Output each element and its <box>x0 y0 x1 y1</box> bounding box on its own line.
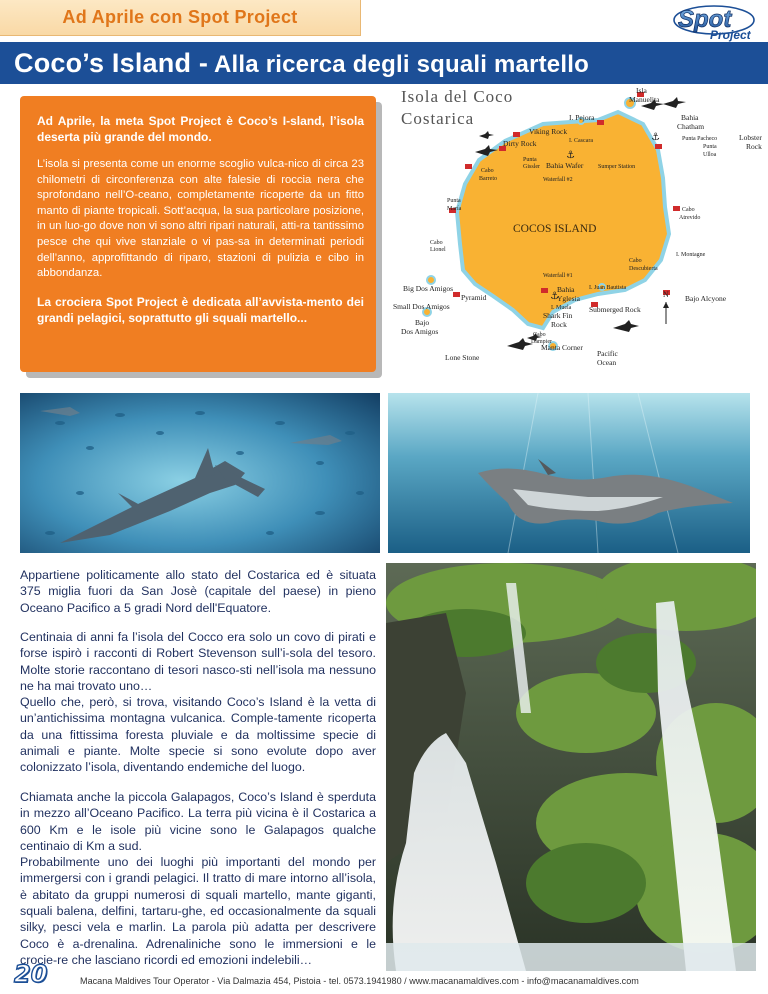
intro-lead: Ad Aprile, la meta Spot Project è Coco’s I-sland, l’isola deserta più grande del mondo. <box>37 114 364 144</box>
svg-text:Small Dos Amigos: Small Dos Amigos <box>393 302 450 311</box>
svg-text:⚓: ⚓ <box>651 132 660 143</box>
svg-text:Dirty Rock: Dirty Rock <box>503 139 537 148</box>
svg-text:Cabo: Cabo <box>533 332 546 338</box>
svg-text:Ulloa: Ulloa <box>703 152 717 158</box>
page-number: 20 <box>14 960 48 988</box>
manta-ray-photo <box>388 393 750 553</box>
section-tab <box>0 0 361 36</box>
svg-text:Submerged Rock: Submerged Rock <box>589 305 641 314</box>
paragraph-history-b: Quello che, però, si trova, visitando Coco’s Island è la vetta di un’antichissima montagna vulcanica. Comple-tamente ricoperta da una fittissima foresta pluviale e da moltissime specie di animali e piante. Molte specie si sono evolute dopo aver colonizzato l’isola, diventando endemiche del luogo. <box>20 695 376 775</box>
svg-text:Spot: Spot <box>678 6 732 33</box>
svg-text:Bajo: Bajo <box>415 318 430 327</box>
svg-text:Lionel: Lionel <box>430 247 446 253</box>
svg-text:Cabo: Cabo <box>682 207 695 213</box>
svg-text:Manta Corner: Manta Corner <box>541 343 583 352</box>
svg-text:Viking Rock: Viking Rock <box>529 127 568 136</box>
svg-text:Chatham: Chatham <box>677 122 705 131</box>
svg-text:Dampier: Dampier <box>531 339 552 345</box>
page-title <box>14 48 589 79</box>
svg-text:Gissler: Gissler <box>523 164 540 170</box>
paragraph-location: Appartiene politicamente allo stato del Costarica ed è situata 375 miglia fuori da San Josè (capitale del paese) in pieno Oceano Pacifico a 5 gradi Nord dell'Equatore. <box>20 568 376 615</box>
section-tab-label: Ad Aprile con Spot Project <box>62 7 298 27</box>
svg-text:Ocean: Ocean <box>597 358 617 367</box>
svg-text:Shark Fin: Shark Fin <box>543 311 573 320</box>
title-bar <box>0 42 768 84</box>
spot-project-logo <box>664 2 764 42</box>
svg-text:Punta: Punta <box>447 198 461 204</box>
svg-text:Lone Stone: Lone Stone <box>445 353 480 362</box>
svg-text:Lobster: Lobster <box>739 133 762 142</box>
island-name: COCOS ISLAND <box>513 223 597 235</box>
svg-text:I. Cascara: I. Cascara <box>569 138 593 144</box>
svg-text:Waterfall #2: Waterfall #2 <box>543 177 573 183</box>
svg-text:Bahia Wafer: Bahia Wafer <box>546 161 584 170</box>
svg-text:⚓: ⚓ <box>566 150 575 161</box>
svg-text:Sumper Station: Sumper Station <box>598 164 636 170</box>
svg-text:Rock: Rock <box>551 320 567 329</box>
svg-text:Pacific: Pacific <box>597 349 618 358</box>
svg-text:Bahia: Bahia <box>557 285 575 294</box>
svg-text:Waterfall #1: Waterfall #1 <box>543 273 573 279</box>
svg-text:I. Muela: I. Muela <box>551 305 572 311</box>
svg-text:Cabo: Cabo <box>430 240 443 246</box>
svg-text:I. Juan Bautista: I. Juan Bautista <box>589 285 627 291</box>
svg-text:⚓: ⚓ <box>550 291 559 302</box>
svg-text:Cabo: Cabo <box>629 258 642 264</box>
intro-body: L’isola si presenta come un enorme scoglio vulca-nico di circa 23 chilometri di circonferenza con alte falesie di roccia nera che sprofondano nell’O-ceano, completamente ricoperte da un fitto manto di piante tropicali. Sott’acqua, la sua particolare posizione, in un luo-go dove non vi sono altri ripari naturali, atti-ra tantissimo pesce che qui vive stanziale o vi pas-sa in determinati periodi dell’anno, approfittando di riparo, stazioni di pulizia e cibo in abbondanza. <box>37 158 364 280</box>
svg-text:Bahia: Bahia <box>681 113 699 122</box>
svg-text:Isla: Isla <box>636 86 647 95</box>
hammerhead-shark-photo <box>20 393 380 553</box>
cocos-island-map <box>393 84 768 380</box>
svg-text:I. Montagne: I. Montagne <box>676 252 706 258</box>
svg-text:Cabo: Cabo <box>481 168 494 174</box>
map-subtitle: Costarica <box>401 109 475 128</box>
svg-text:Descubierta: Descubierta <box>629 266 658 272</box>
intro-closing: La crociera Spot Project è dedicata all’avvista-mento dei grandi pelagici, soprattutto gli squali martello... <box>37 294 364 325</box>
footer-contact: Macana Maldives Tour Operator - Via Dalmazia 454, Pistoia - tel. 0573.1941980 / www.macanamaldives.com - info@macanamaldives.com <box>80 976 639 986</box>
svg-text:Punta: Punta <box>523 157 537 163</box>
intro-box <box>20 96 376 372</box>
svg-text:Dos Amigos: Dos Amigos <box>401 327 439 336</box>
title-main: Coco’s Island - <box>14 47 209 78</box>
svg-text:Bajo Alcyone: Bajo Alcyone <box>685 294 727 303</box>
svg-text:Atrevido: Atrevido <box>679 215 701 221</box>
paragraph-diving <box>20 789 376 968</box>
svg-text:Manuelita: Manuelita <box>629 95 660 104</box>
svg-text:Yglesia: Yglesia <box>557 294 580 303</box>
svg-text:Pyramid: Pyramid <box>461 293 487 302</box>
title-subtitle: Alla ricerca degli squali martello <box>208 50 589 78</box>
paragraph-diving-a: Chiamata anche la piccola Galapagos, Coco’s Island è sperduta in mezzo all’Oceano Pacifico. La terra più vicina è il Costarica a 600 Km e le isole più vicine sono le Galapagos qualche centinaio di Km a sud. <box>20 790 376 853</box>
paragraph-history <box>20 629 376 776</box>
svg-text:I. Pejora: I. Pejora <box>569 113 595 122</box>
paragraph-history-a: Centinaia di anni fa l’isola del Cocco era solo un covo di pirati e forse ispirò i racconti di Robert Stevenson sull’i-sola del tesoro. Molte storie raccontano di tesori nasco-sti nell’isola ma nessuno ne ha mai trovato uno… <box>20 630 376 693</box>
paragraph-diving-b: Probabilmente uno dei luoghi più importanti del mondo per immergersi con i grandi pelagici. Il tratto di mare intorno all’isola, è abitato da gruppi numerosi di squali martello, mante giganti, squali balena, delfini, tartaru-ghe, ed occasionalmente da squali silky, pesci vela e marlin. La parola più adatta per descrivere Coco è a-drenalina. Adrenaliniche sono le immersioni e le crocie-re che lasciano ricordi ed emozioni indelebili… <box>20 855 376 967</box>
svg-text:N: N <box>663 290 669 299</box>
svg-text:Big Dos Amigos: Big Dos Amigos <box>403 284 454 293</box>
svg-text:María: María <box>447 206 462 212</box>
waterfall-photo <box>386 563 756 971</box>
map-title: Isola del Coco <box>401 87 514 106</box>
svg-text:Rock: Rock <box>746 142 762 151</box>
svg-text:Punta Pacheco: Punta Pacheco <box>682 136 718 142</box>
svg-text:Project: Project <box>710 28 751 42</box>
svg-text:Barreto: Barreto <box>479 176 497 182</box>
svg-text:Punta: Punta <box>703 144 717 150</box>
